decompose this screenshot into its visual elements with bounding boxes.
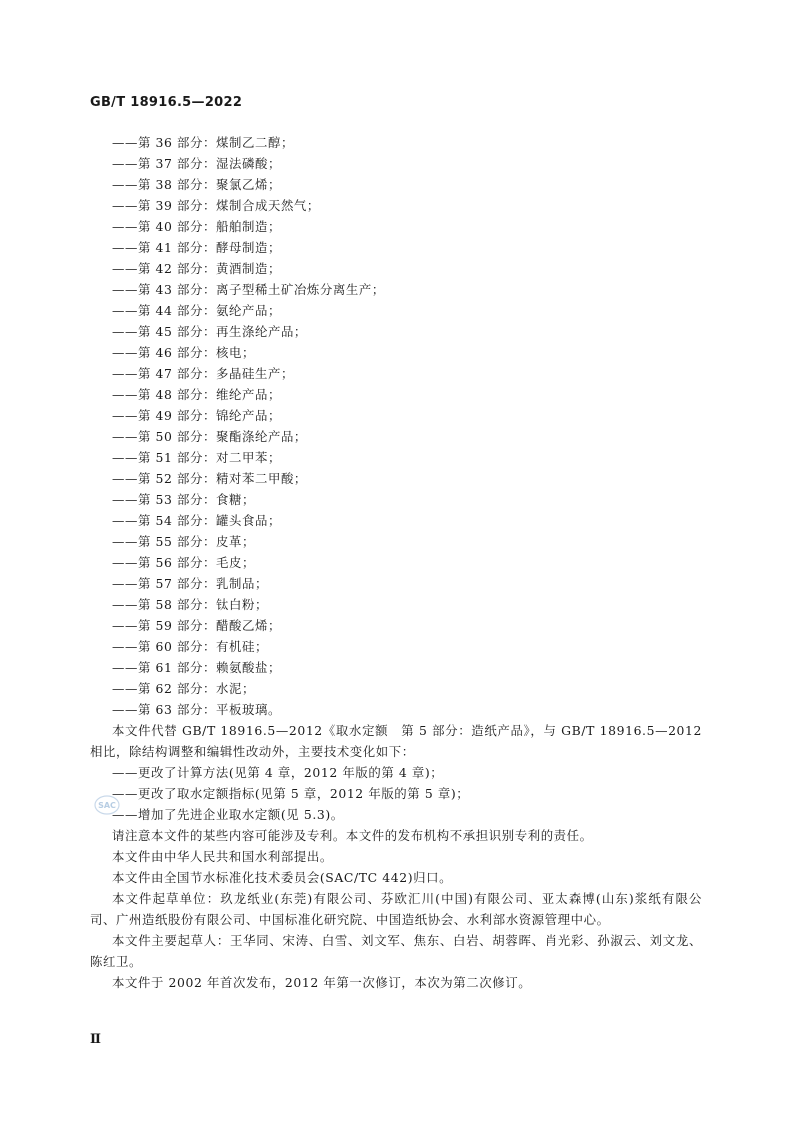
part-list-item: ——第 61 部分：赖氨酸盐； xyxy=(112,660,281,675)
drafters: 本文件主要起草人：王华同、宋涛、白雪、刘文军、焦东、白岩、胡蓉晖、肖光彩、孙淑云、刘文龙、陈红卫。 xyxy=(90,933,702,969)
foreword-content xyxy=(90,132,702,993)
part-list-item: ——第 36 部分：煤制乙二醇； xyxy=(112,135,294,150)
part-list-item: ——第 55 部分：皮革； xyxy=(112,534,255,549)
part-list-item: ——第 58 部分：钛白粉； xyxy=(112,597,268,612)
part-list-item: ——第 37 部分：湿法磷酸； xyxy=(112,156,281,171)
part-list-item: ——第 60 部分：有机硅； xyxy=(112,639,268,654)
part-list-item: ——第 49 部分：锦纶产品； xyxy=(112,408,281,423)
page-number: Ⅱ xyxy=(90,1032,101,1047)
part-list-item: ——第 38 部分：聚氯乙烯； xyxy=(112,177,281,192)
document-id-header: GB/T 18916.5—2022 xyxy=(90,95,243,110)
drafting-units: 本文件起草单位：玖龙纸业(东莞)有限公司、芬欧汇川(中国)有限公司、亚太森博(山东)浆纸有限公司、广州造纸股份有限公司、中国标准化研究院、中国造纸协会、水利部水资源管理中心。 xyxy=(90,891,702,927)
part-list-item: ——第 44 部分：氨纶产品； xyxy=(112,303,281,318)
part-list-item: ——第 47 部分：多晶硅生产； xyxy=(112,366,294,381)
part-list-item: ——第 41 部分：酵母制造； xyxy=(112,240,281,255)
svg-text:SAC: SAC xyxy=(98,801,116,810)
part-list-item: ——第 40 部分：船舶制造； xyxy=(112,219,281,234)
part-list-item: ——第 43 部分：离子型稀土矿冶炼分离生产； xyxy=(112,282,385,297)
part-list-item: ——第 54 部分：罐头食品； xyxy=(112,513,281,528)
patent-notice: 请注意本文件的某些内容可能涉及专利。本文件的发布机构不承担识别专利的责任。 xyxy=(112,828,593,843)
part-list-item: ——第 56 部分：毛皮； xyxy=(112,555,255,570)
replaces-paragraph: 本文件代替 GB/T 18916.5—2012《取水定额 第 5 部分：造纸产品》，与 GB/T 18916.5—2012 相比，除结构调整和编辑性改动外，主要技术变化如下： xyxy=(90,723,702,759)
change-list-item: ——增加了先进企业取水定额(见 5.3)。 xyxy=(112,807,344,822)
part-list-item: ——第 48 部分：维纶产品； xyxy=(112,387,281,402)
part-list-item: ——第 59 部分：醋酸乙烯； xyxy=(112,618,281,633)
part-list-item: ——第 52 部分：精对苯二甲酸； xyxy=(112,471,307,486)
change-list-item: ——更改了计算方法(见第 4 章，2012 年版的第 4 章)； xyxy=(112,765,444,780)
publication-history: 本文件于 2002 年首次发布，2012 年第一次修订，本次为第二次修订。 xyxy=(112,975,532,990)
part-list-item: ——第 62 部分：水泥； xyxy=(112,681,255,696)
part-list-item: ——第 53 部分：食糖； xyxy=(112,492,255,507)
part-list-item: ——第 63 部分：平板玻璃。 xyxy=(112,702,281,717)
part-list-item: ——第 45 部分：再生涤纶产品； xyxy=(112,324,307,339)
sac-watermark-logo xyxy=(94,794,120,816)
part-list-item: ——第 46 部分：核电； xyxy=(112,345,255,360)
part-list-item: ——第 51 部分：对二甲苯； xyxy=(112,450,281,465)
proposed-by: 本文件由中华人民共和国水利部提出。 xyxy=(112,849,333,864)
part-list-item: ——第 50 部分：聚酯涤纶产品； xyxy=(112,429,307,444)
part-list-item: ——第 39 部分：煤制合成天然气； xyxy=(112,198,320,213)
change-list-item: ——更改了取水定额指标(见第 5 章，2012 年版的第 5 章)； xyxy=(112,786,470,801)
managed-by: 本文件由全国节水标准化技术委员会(SAC/TC 442)归口。 xyxy=(112,870,453,885)
part-list-item: ——第 57 部分：乳制品； xyxy=(112,576,268,591)
part-list-item: ——第 42 部分：黄酒制造； xyxy=(112,261,281,276)
